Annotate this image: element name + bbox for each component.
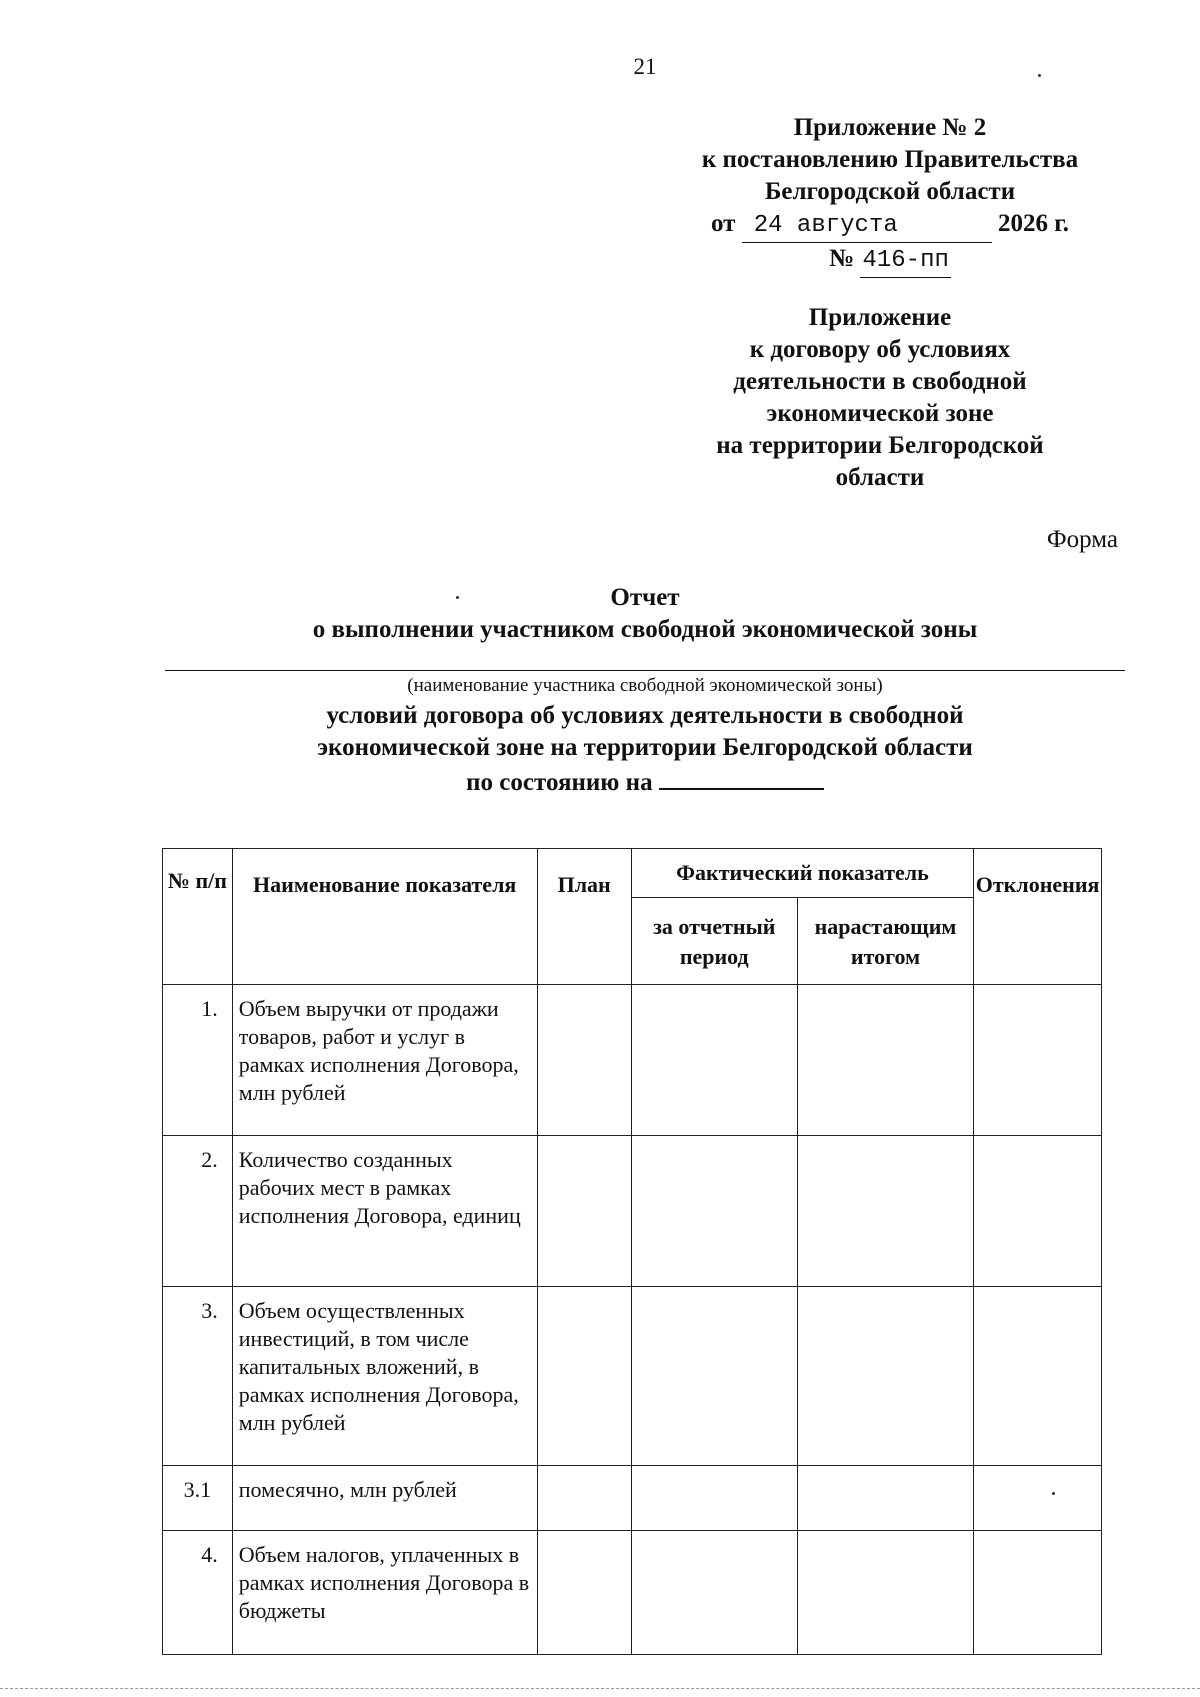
header-num: № п/п [163, 849, 233, 985]
participant-name-rule [165, 670, 1125, 671]
report-table [162, 848, 1102, 1655]
report-title-line-1: Отчет [610, 584, 680, 611]
table-row [163, 1136, 1102, 1287]
as-of-date-blank [659, 764, 824, 790]
cell-fact-cumulative [797, 1531, 973, 1655]
annex-resolution: к постановлению Правительства [701, 146, 1079, 173]
page-number: 21 [633, 54, 657, 79]
contract-annex-line-6: области [835, 464, 925, 491]
form-label: Форма [1046, 526, 1118, 553]
row-name: помесячно, млн рублей [232, 1466, 537, 1531]
date-value: 24 августа [742, 210, 992, 243]
cell-plan [537, 985, 631, 1136]
report-subtitle [165, 700, 1125, 799]
row-num: 3.1 [163, 1466, 233, 1531]
row-num: 3. [163, 1287, 233, 1466]
cell-plan [537, 1287, 631, 1466]
cell-deviation [974, 985, 1102, 1136]
participant-name-caption: (наименование участника свободной экономической зоны) [407, 675, 883, 696]
header-fact: Фактический показатель [631, 849, 973, 898]
table-row [163, 1287, 1102, 1466]
scan-speck [1038, 74, 1041, 77]
cell-fact-period [631, 1466, 797, 1531]
row-num: 4. [163, 1531, 233, 1655]
cell-fact-cumulative [797, 1466, 973, 1531]
cell-plan [537, 1136, 631, 1287]
cell-fact-cumulative [797, 1287, 973, 1466]
row-num: 1. [163, 985, 233, 1136]
header-name: Наименование показателя [232, 849, 537, 985]
report-title-line-3: условий договора об условиях деятельности в свободной [326, 702, 964, 729]
contract-annex-line-4: экономической зоне [766, 400, 994, 427]
row-num: 2. [163, 1136, 233, 1287]
annex-title: Приложение № 2 [793, 114, 987, 141]
table-row [163, 1531, 1102, 1655]
cell-deviation [974, 1531, 1102, 1655]
report-title-line-2: о выполнении участником свободной экономической зоны [312, 616, 978, 643]
row-name: Объем налогов, уплаченных в рамках исполнения Договора в бюджеты [232, 1531, 537, 1655]
date-year: 2026 г. [997, 210, 1069, 237]
cell-deviation [974, 1287, 1102, 1466]
date-prefix: от [711, 210, 736, 237]
header-fact-period: за отчетный период [631, 898, 797, 985]
contract-annex-line-5: на территории Белгородской [716, 432, 1044, 459]
cell-plan [537, 1531, 631, 1655]
report-as-of-line [165, 764, 1125, 799]
row-name: Количество созданных рабочих мест в рамках исполнения Договора, единиц [232, 1136, 537, 1287]
contract-annex-line-1: Приложение [808, 304, 952, 331]
cell-fact-cumulative [797, 985, 973, 1136]
cell-fact-period [631, 985, 797, 1136]
header-plan: План [537, 849, 631, 985]
contract-annex-line-2: к договору об условиях [749, 336, 1011, 363]
report-title [165, 582, 1125, 646]
header-deviation: Отклонения [974, 849, 1102, 985]
table-row [163, 985, 1102, 1136]
scan-speck [456, 596, 459, 599]
annex-region: Белгородской области [764, 178, 1016, 205]
cell-deviation [974, 1136, 1102, 1287]
cell-fact-period [631, 1531, 797, 1655]
scan-speck [1052, 1492, 1055, 1495]
number-value: 416-пп [860, 245, 950, 278]
number-prefix: № [829, 245, 855, 272]
table-row [163, 1466, 1102, 1531]
annex-number-line [650, 243, 1130, 278]
annex-date-line [650, 208, 1130, 243]
annex-header [650, 112, 1130, 278]
table-header-row [163, 849, 1102, 898]
row-name: Объем осуществленных инвестиций, в том числе капитальных вложений, в рамках исполнения Договора, млн рублей [232, 1287, 537, 1466]
cell-fact-period [631, 1136, 797, 1287]
report-title-line-4: экономической зоне на территории Белгородской области [317, 734, 973, 761]
contract-annex [690, 302, 1070, 494]
header-fact-cumulative: нарастающим итогом [797, 898, 973, 985]
report-title-line-5: по состоянию на [466, 769, 653, 796]
cell-fact-period [631, 1287, 797, 1466]
contract-annex-line-3: деятельности в свободной [733, 368, 1027, 395]
cell-fact-cumulative [797, 1136, 973, 1287]
scan-edge-line [0, 1688, 1200, 1689]
row-name: Объем выручки от продажи товаров, работ и услуг в рамках исполнения Договора, млн рублей [232, 985, 537, 1136]
cell-deviation [974, 1466, 1102, 1531]
cell-plan [537, 1466, 631, 1531]
